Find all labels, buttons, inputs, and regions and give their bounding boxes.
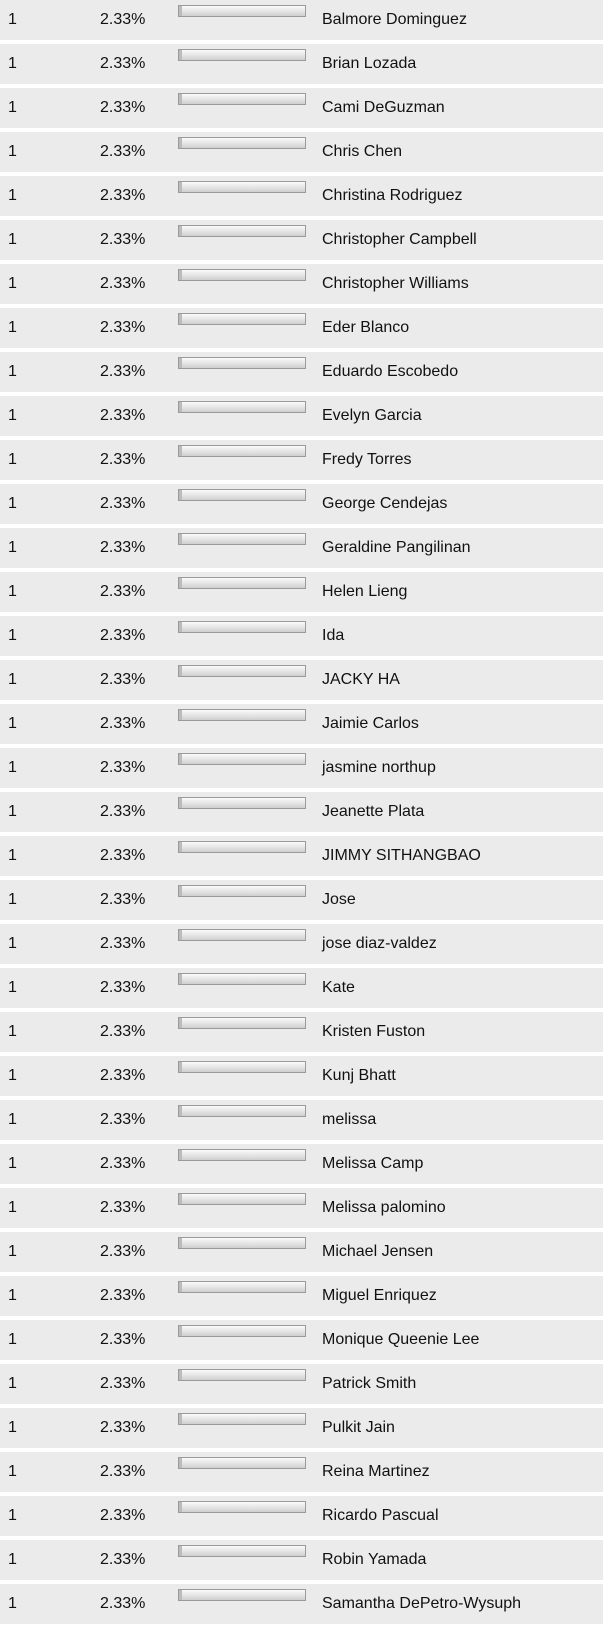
response-percent: 2.33% [100,495,146,512]
percent-bar-fill [179,1282,182,1292]
response-count: 1 [8,143,17,160]
respondent-name: Christina Rodriguez [322,187,463,204]
respondent-name: Kristen Fuston [322,1023,426,1040]
percent-bar [178,1457,306,1469]
response-count: 1 [8,759,17,776]
percent-bar [178,1193,306,1205]
response-count: 1 [8,55,17,72]
result-row [0,396,603,436]
respondent-name: Cami DeGuzman [322,99,445,116]
percent-bar-fill [179,182,182,192]
percent-bar-fill [179,94,182,104]
result-row [0,440,603,480]
response-percent: 2.33% [100,407,146,424]
percent-bar [178,1237,306,1249]
result-row [0,528,603,568]
percent-bar-fill [179,138,182,148]
response-count: 1 [8,1111,17,1128]
response-count: 1 [8,1199,17,1216]
result-row [0,968,603,1008]
response-count: 1 [8,1331,17,1348]
response-count: 1 [8,1375,17,1392]
percent-bar [178,137,306,149]
response-percent: 2.33% [100,671,146,688]
percent-bar-fill [179,798,182,808]
respondent-name: Jaimie Carlos [322,715,419,732]
percent-bar-fill [179,270,182,280]
respondent-name: Christopher Williams [322,275,469,292]
respondent-name: Eduardo Escobedo [322,363,459,380]
result-row [0,748,603,788]
respondent-name: Miguel Enriquez [322,1287,437,1304]
response-percent: 2.33% [100,759,146,776]
result-row [0,264,603,304]
respondent-name: Jeanette Plata [322,803,425,820]
percent-bar-fill [179,1414,182,1424]
response-count: 1 [8,1287,17,1304]
percent-bar [178,929,306,941]
percent-bar-fill [179,974,182,984]
percent-bar [178,1589,306,1601]
percent-bar-fill [179,930,182,940]
percent-bar [178,1149,306,1161]
response-percent: 2.33% [100,583,146,600]
response-percent: 2.33% [100,715,146,732]
percent-bar-fill [179,226,182,236]
percent-bar [178,797,306,809]
respondent-name: Helen Lieng [322,583,408,600]
percent-bar [178,1501,306,1513]
result-row [0,44,603,84]
response-percent: 2.33% [100,1023,146,1040]
response-count: 1 [8,231,17,248]
percent-bar [178,49,306,61]
percent-bar [178,1413,306,1425]
percent-bar [178,1369,306,1381]
percent-bar-fill [179,578,182,588]
result-row [0,1188,603,1228]
percent-bar-fill [179,1590,182,1600]
respondent-name: Samantha DePetro-Wysuph [322,1595,522,1612]
result-row [0,1408,603,1448]
response-count: 1 [8,539,17,556]
respondent-name: Ricardo Pascual [322,1507,439,1524]
result-row [0,1540,603,1580]
response-count: 1 [8,715,17,732]
result-row [0,484,603,524]
percent-bar-fill [179,314,182,324]
response-percent: 2.33% [100,143,146,160]
response-count: 1 [8,99,17,116]
percent-bar-fill [179,402,182,412]
percent-bar-fill [179,754,182,764]
result-row [0,704,603,744]
percent-bar-fill [179,1018,182,1028]
response-count: 1 [8,1463,17,1480]
result-row [0,572,603,612]
percent-bar [178,357,306,369]
respondent-name: Geraldine Pangilinan [322,539,471,556]
result-row [0,836,603,876]
percent-bar-fill [179,1194,182,1204]
percent-bar [178,665,306,677]
response-count: 1 [8,275,17,292]
response-count: 1 [8,891,17,908]
result-row [0,1364,603,1404]
result-row [0,792,603,832]
response-count: 1 [8,451,17,468]
response-percent: 2.33% [100,891,146,908]
response-count: 1 [8,803,17,820]
percent-bar [178,1105,306,1117]
respondent-name: Patrick Smith [322,1375,417,1392]
response-percent: 2.33% [100,275,146,292]
response-percent: 2.33% [100,1463,146,1480]
result-row [0,1452,603,1492]
percent-bar-fill [179,1458,182,1468]
result-row [0,1012,603,1052]
respondent-name: Balmore Dominguez [322,11,467,28]
response-percent: 2.33% [100,231,146,248]
response-count: 1 [8,11,17,28]
response-percent: 2.33% [100,539,146,556]
percent-bar-fill [179,1062,182,1072]
percent-bar-fill [179,534,182,544]
percent-bar-fill [179,490,182,500]
response-percent: 2.33% [100,1067,146,1084]
percent-bar [178,753,306,765]
percent-bar [178,1545,306,1557]
respondent-name: Robin Yamada [322,1551,427,1568]
percent-bar-fill [179,1106,182,1116]
result-row [0,1584,603,1624]
respondent-name: JACKY HA [322,671,400,688]
percent-bar [178,533,306,545]
response-percent: 2.33% [100,319,146,336]
respondent-name: Melissa Camp [322,1155,424,1172]
percent-bar [178,1017,306,1029]
percent-bar-fill [179,622,182,632]
result-row [0,1056,603,1096]
percent-bar-fill [179,842,182,852]
response-count: 1 [8,187,17,204]
respondent-name: Jose [322,891,356,908]
response-count: 1 [8,1419,17,1436]
percent-bar-fill [179,1326,182,1336]
respondent-name: Monique Queenie Lee [322,1331,480,1348]
response-percent: 2.33% [100,1419,146,1436]
response-percent: 2.33% [100,11,146,28]
respondent-name: JIMMY SITHANGBAO [322,847,481,864]
percent-bar [178,1325,306,1337]
percent-bar-fill [179,1502,182,1512]
response-count: 1 [8,1595,17,1612]
result-row [0,660,603,700]
percent-bar-fill [179,1370,182,1380]
result-row [0,616,603,656]
response-percent: 2.33% [100,627,146,644]
respondent-name: Kunj Bhatt [322,1067,396,1084]
percent-bar [178,489,306,501]
response-percent: 2.33% [100,363,146,380]
response-count: 1 [8,627,17,644]
response-count: 1 [8,671,17,688]
result-row [0,1100,603,1140]
respondent-name: Chris Chen [322,143,403,160]
respondent-name: Fredy Torres [322,451,412,468]
response-percent: 2.33% [100,451,146,468]
respondent-name: Ida [322,627,345,644]
response-count: 1 [8,1507,17,1524]
percent-bar-fill [179,666,182,676]
response-count: 1 [8,407,17,424]
percent-bar [178,5,306,17]
respondent-name: Eder Blanco [322,319,410,336]
result-row [0,308,603,348]
result-row [0,0,603,40]
percent-bar [178,577,306,589]
percent-bar [178,181,306,193]
result-row [0,176,603,216]
response-count: 1 [8,979,17,996]
response-percent: 2.33% [100,1551,146,1568]
response-count: 1 [8,495,17,512]
respondent-name: jasmine northup [322,759,436,776]
response-count: 1 [8,1155,17,1172]
response-percent: 2.33% [100,847,146,864]
result-row [0,880,603,920]
respondent-name: Evelyn Garcia [322,407,422,424]
response-percent: 2.33% [100,935,146,952]
respondent-name: Melissa palomino [322,1199,446,1216]
percent-bar [178,621,306,633]
percent-bar [178,445,306,457]
response-count: 1 [8,363,17,380]
response-count: 1 [8,847,17,864]
result-row [0,1320,603,1360]
result-row [0,88,603,128]
percent-bar [178,313,306,325]
result-row [0,924,603,964]
response-percent: 2.33% [100,55,146,72]
percent-bar [178,973,306,985]
response-count: 1 [8,935,17,952]
response-percent: 2.33% [100,99,146,116]
respondent-name: Pulkit Jain [322,1419,395,1436]
respondent-name: Christopher Campbell [322,231,477,248]
percent-bar-fill [179,1150,182,1160]
result-row [0,1144,603,1184]
response-percent: 2.33% [100,1287,146,1304]
response-count: 1 [8,1023,17,1040]
percent-bar [178,885,306,897]
percent-bar [178,269,306,281]
percent-bar [178,401,306,413]
percent-bar [178,1281,306,1293]
result-row [0,1496,603,1536]
response-percent: 2.33% [100,1375,146,1392]
response-percent: 2.33% [100,1111,146,1128]
response-percent: 2.33% [100,1199,146,1216]
result-row [0,132,603,172]
response-percent: 2.33% [100,979,146,996]
percent-bar-fill [179,710,182,720]
response-percent: 2.33% [100,1155,146,1172]
percent-bar-fill [179,886,182,896]
respondent-name: Reina Martinez [322,1463,430,1480]
percent-bar-fill [179,1546,182,1556]
response-percent: 2.33% [100,187,146,204]
result-row [0,1276,603,1316]
result-row [0,1232,603,1272]
percent-bar-fill [179,358,182,368]
response-count: 1 [8,1243,17,1260]
response-count: 1 [8,583,17,600]
percent-bar-fill [179,446,182,456]
respondent-name: George Cendejas [322,495,448,512]
percent-bar-fill [179,6,182,16]
respondent-name: Michael Jensen [322,1243,434,1260]
result-row [0,220,603,260]
response-percent: 2.33% [100,1595,146,1612]
respondent-name: jose diaz-valdez [322,935,437,952]
percent-bar [178,841,306,853]
percent-bar [178,1061,306,1073]
response-percent: 2.33% [100,1331,146,1348]
percent-bar [178,93,306,105]
result-row [0,352,603,392]
percent-bar-fill [179,50,182,60]
response-count: 1 [8,1551,17,1568]
response-count: 1 [8,319,17,336]
respondent-name: melissa [322,1111,377,1128]
percent-bar [178,709,306,721]
respondent-name: Brian Lozada [322,55,417,72]
percent-bar-fill [179,1238,182,1248]
response-percent: 2.33% [100,803,146,820]
percent-bar [178,225,306,237]
response-percent: 2.33% [100,1507,146,1524]
respondent-name: Kate [322,979,355,996]
response-count: 1 [8,1067,17,1084]
response-percent: 2.33% [100,1243,146,1260]
